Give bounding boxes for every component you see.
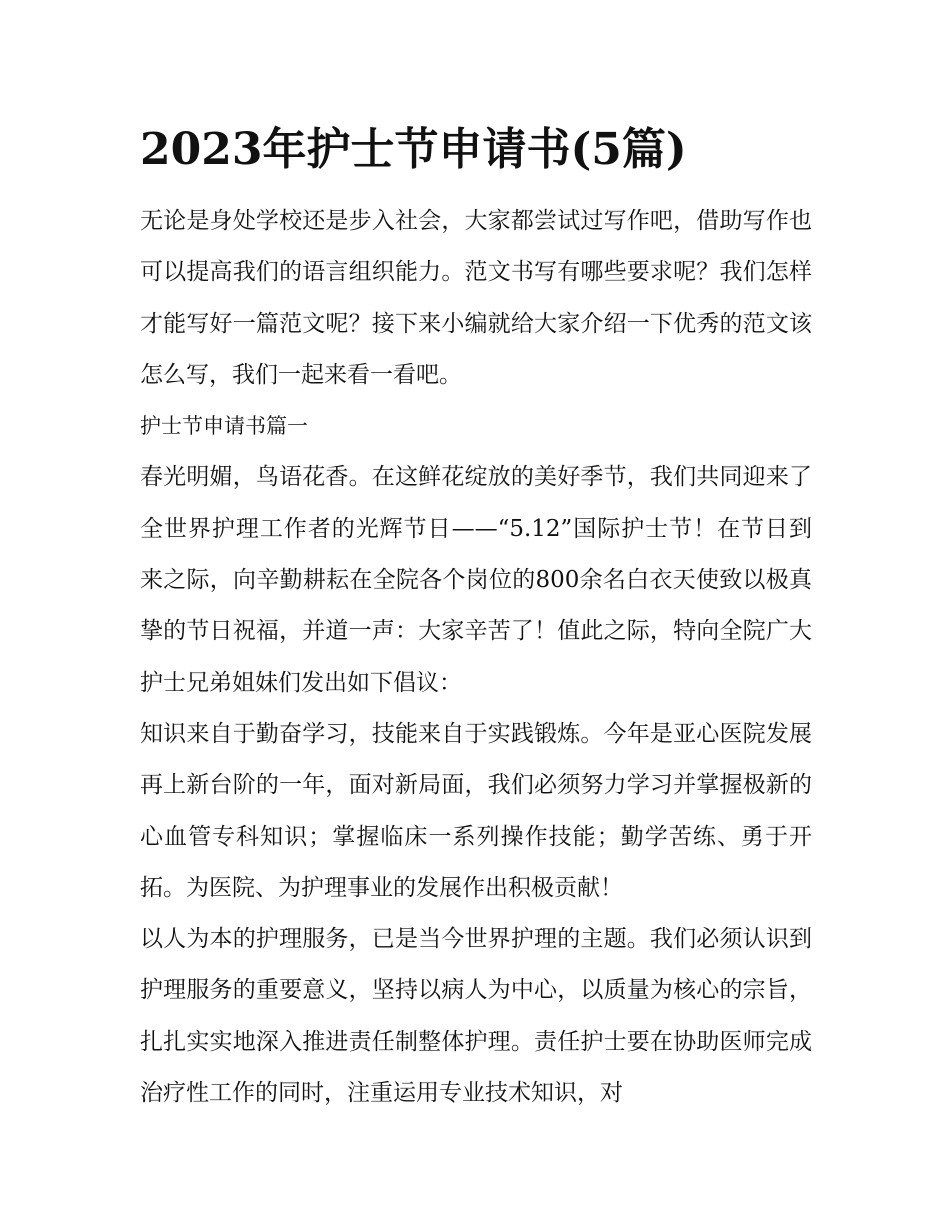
document-page xyxy=(140,118,812,1119)
intro-paragraph: 无论是身处学校还是步入社会，大家都尝试过写作吧，借助写作也可以提高我们的语言组织能力。范文书写有哪些要求呢？我们怎样才能写好一篇范文呢？接下来小编就给大家介绍一下优秀的范文该怎么写，我们一起来看一看吧。 xyxy=(140,208,812,388)
body-paragraph-1: 春光明媚，鸟语花香。在这鲜花绽放的美好季节，我们共同迎来了全世界护理工作者的光辉节日——“5.12”国际护士节！在节日到来之际，向辛勤耕耘在全院各个岗位的800余名白衣天使致以极真挚的节日祝福，并道一声：大家辛苦了！值此之际，特向全院广大护士兄弟姐妹们发出如下倡议： xyxy=(140,464,812,696)
body-paragraph-2: 知识来自于勤奋学习，技能来自于实践锻炼。今年是亚心医院发展再上新台阶的一年，面对新局面，我们必须努力学习并掌握极新的心血管专科知识；掌握临床一系列操作技能；勤学苦练、勇于开拓。为医院、为护理事业的发展作出积极贡献！ xyxy=(140,720,812,901)
document-title: 2023年护士节申请书(5篇) xyxy=(140,124,687,175)
section-heading: 护士节申请书篇一 xyxy=(140,414,308,439)
body-paragraph-3: 以人为本的护理服务，已是当今世界护理的主题。我们必须认识到护理服务的重要意义，坚持以病人为中心，以质量为核心的宗旨，扎扎实实地深入推进责任制整体护理。责任护士要在协助医师完成治疗性工作的同时，注重运用专业技术知识，对 xyxy=(140,926,812,1107)
